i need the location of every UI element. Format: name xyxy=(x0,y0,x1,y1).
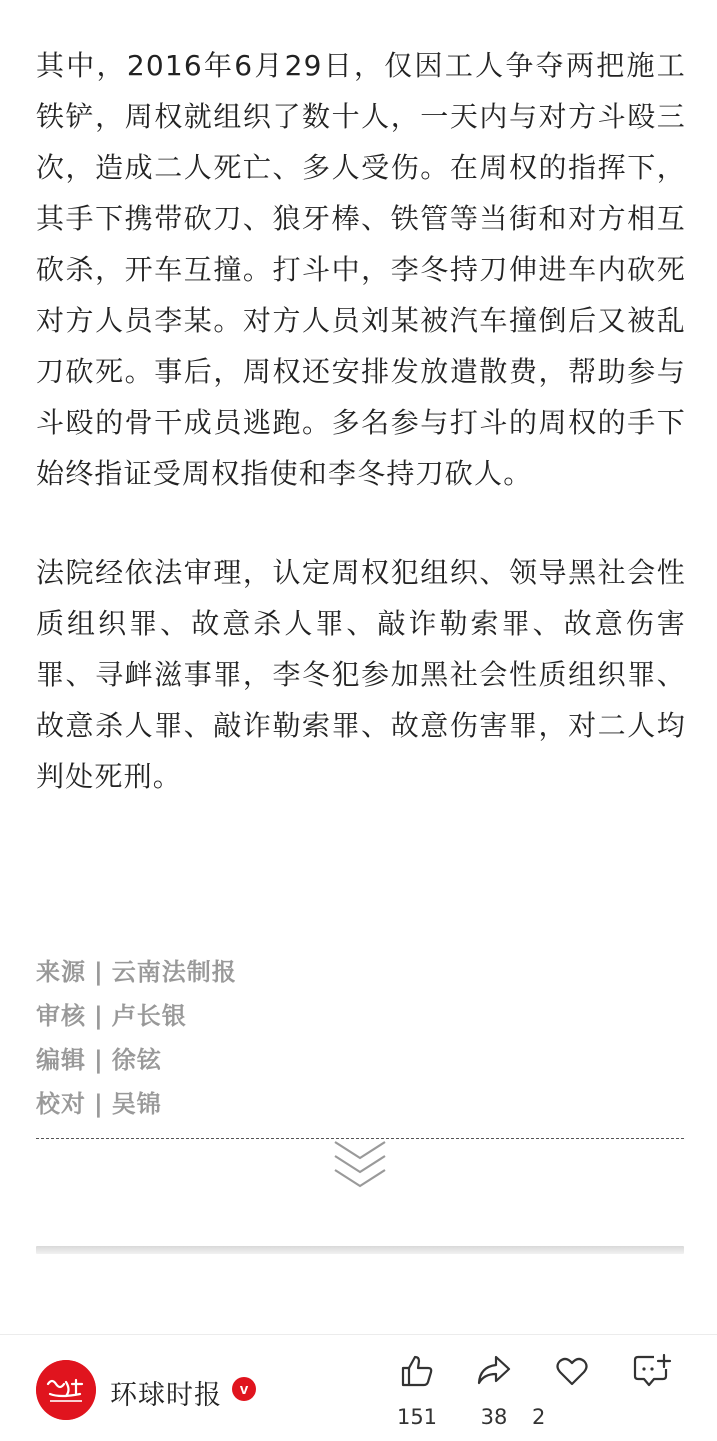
credit-value: 云南法制报 xyxy=(111,958,237,986)
share-arrow-icon xyxy=(476,1353,512,1389)
credit-value: 徐铉 xyxy=(111,1046,162,1074)
bottom-action-bar xyxy=(0,1334,717,1441)
credit-editor xyxy=(36,1038,436,1082)
credit-separator: | xyxy=(94,958,104,986)
article-credits xyxy=(36,950,436,1126)
credit-value: 吴锦 xyxy=(111,1090,162,1118)
article-paragraph: 法院经依法审理，认定周权犯组织、领导黑社会性质组织罪、故意杀人罪、敲诈勒索罪、故意伤害罪、寻衅滋事罪，李冬犯参加黑社会性质组织罪、故意杀人罪、敲诈勒索罪、故意伤害罪，对二人均判处死刑。 xyxy=(36,556,686,793)
double-chevron-down-icon[interactable] xyxy=(332,1138,388,1188)
credit-label: 编辑 xyxy=(36,1046,86,1074)
article-body xyxy=(36,40,686,802)
section-separator-bar xyxy=(36,1246,684,1254)
article-paragraph: 其中，2016年6月29日，仅因工人争夺两把施工铁铲，周权就组织了数十人，一天内与对方斗殴三次，造成二人死亡、多人受伤。在周权的指挥下，其手下携带砍刀、狼牙棒、铁管等当街和对方相互砍杀，开车互撞。打斗中，李冬持刀伸进车内砍死对方人员李某。对方人员刘某被汽车撞倒后又被乱刀砍死。事后，周权还安排发放遣散费，帮助参与斗殴的骨干成员逃跑。多名参与打斗的周权的手下始终指证受周权指使和李冬持刀砍人。 xyxy=(36,49,686,490)
credit-label: 审核 xyxy=(36,1002,86,1030)
like-button[interactable] xyxy=(385,1353,449,1433)
share-button[interactable] xyxy=(462,1353,526,1433)
credit-proofreader xyxy=(36,1082,436,1126)
credit-separator: | xyxy=(94,1090,104,1118)
avatar-logo xyxy=(36,1360,96,1420)
comment-button[interactable] xyxy=(618,1353,682,1433)
account-name[interactable]: 环球时报 xyxy=(110,1380,222,1411)
credit-separator: | xyxy=(94,1046,104,1074)
comment-add-icon xyxy=(632,1353,672,1389)
share-count: 38 xyxy=(480,1405,508,1429)
credit-label: 来源 xyxy=(36,958,86,986)
credit-source xyxy=(36,950,436,994)
credit-reviewer xyxy=(36,994,436,1038)
credit-label: 校对 xyxy=(36,1090,86,1118)
favorite-count: 2 xyxy=(532,1405,546,1429)
credit-value: 卢长银 xyxy=(111,1002,187,1030)
avatar[interactable] xyxy=(36,1360,96,1420)
thumbs-up-icon xyxy=(399,1353,435,1389)
verified-badge: v xyxy=(232,1377,256,1401)
overlay-fade xyxy=(560,1397,620,1427)
like-count: 151 xyxy=(396,1405,438,1429)
credit-separator: | xyxy=(94,1002,104,1030)
heart-icon xyxy=(554,1353,590,1389)
